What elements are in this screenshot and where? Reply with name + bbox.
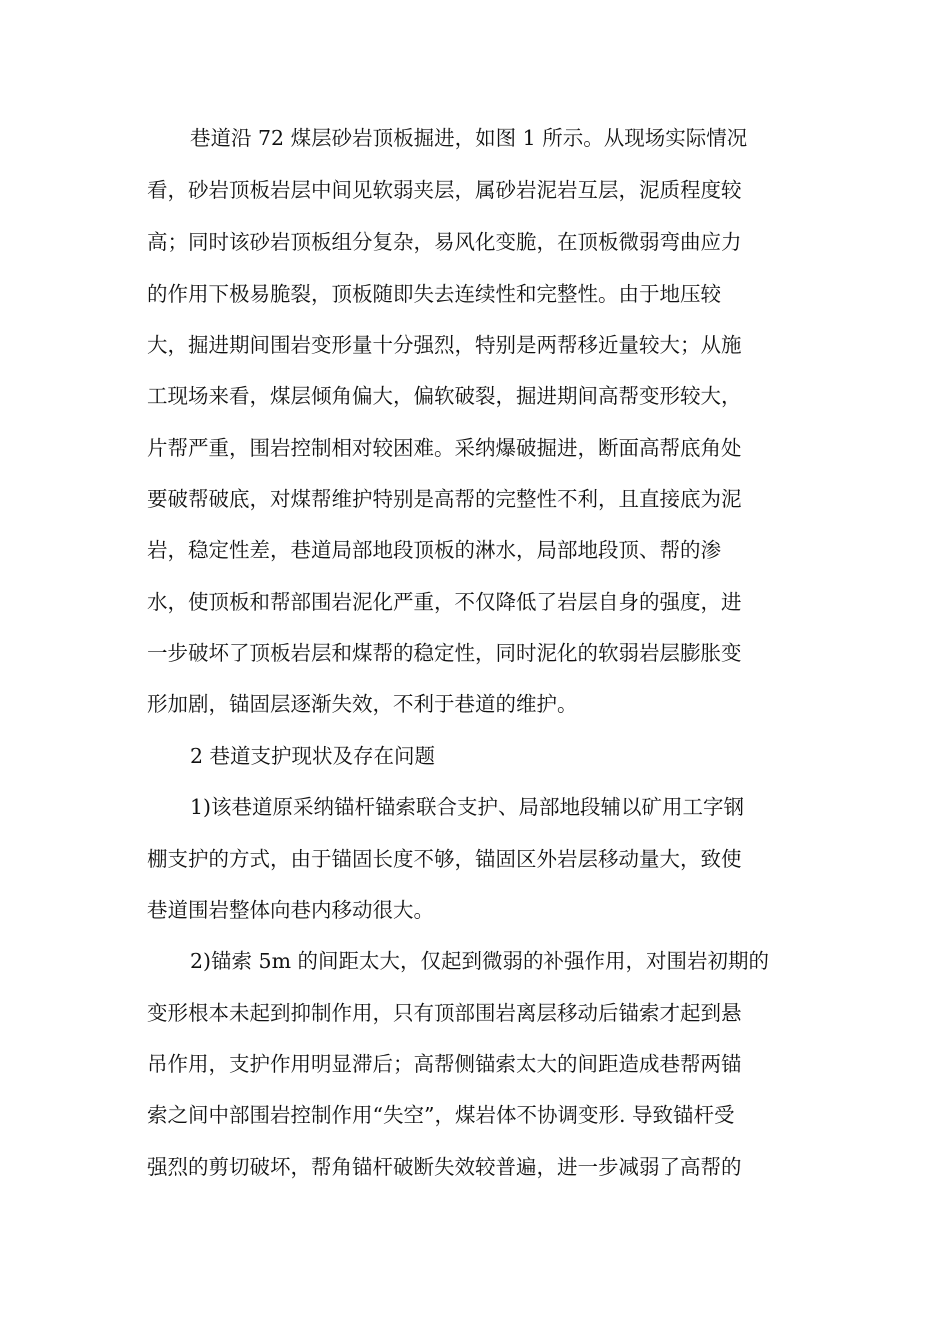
paragraph-line-7: 片帮严重，围岩控制相对较困难。采纳爆破掘进，断面高帮底角处 [147, 436, 742, 460]
list-item-2-line-5: 强烈的剪切破坏，帮角锚杆破断失效较普遍，进一步减弱了高帮的 [147, 1155, 742, 1179]
paragraph-line-6: 工现场来看，煤层倾角偏大，偏软破裂，掘进期间高帮变形较大， [147, 384, 742, 408]
list-item-1-line-3: 巷道围岩整体向巷内移动很大。 [147, 898, 434, 922]
list-item-2-line-1: 2)锚索 5m 的间距太大，仅起到微弱的补强作用，对围岩初期的 [190, 949, 770, 973]
paragraph-line-4: 的作用下极易脆裂，顶板随即失去连续性和完整性。由于地压较 [147, 282, 721, 306]
paragraph-line-5: 大，掘进期间围岩变形量十分强烈，特别是两帮移近量较大；从施 [147, 333, 742, 357]
paragraph-line-10: 水，使顶板和帮部围岩泥化严重，不仅降低了岩层自身的强度，进 [147, 590, 742, 614]
section-heading: 2 巷道支护现状及存在问题 [190, 744, 436, 768]
list-item-2-line-2: 变形根本未起到抑制作用，只有顶部围岩离层移动后锚索才起到悬 [147, 1001, 742, 1025]
paragraph-line-3: 高；同时该砂岩顶板组分复杂，易风化变脆，在顶板微弱弯曲应力 [147, 230, 742, 254]
paragraph-line-11: 一步破坏了顶板岩层和煤帮的稳定性，同时泥化的软弱岩层膨胀变 [147, 641, 742, 665]
list-item-2-line-4: 索之间中部围岩控制作用“失空”，煤岩体不协调变形. 导致锚杆受 [147, 1103, 735, 1127]
paragraph-line-1: 巷道沿 72 煤层砂岩顶板掘进，如图 1 所示。从现场实际情况 [190, 126, 748, 150]
paragraph-line-12: 形加剧，锚固层逐渐失效，不利于巷道的维护。 [147, 692, 578, 716]
paragraph-line-2: 看，砂岩顶板岩层中间见软弱夹层，属砂岩泥岩互层，泥质程度较 [147, 178, 742, 202]
paragraph-line-8: 要破帮破底，对煤帮维护特别是高帮的完整性不利，且直接底为泥 [147, 487, 742, 511]
list-item-1-line-1: 1)该巷道原采纳锚杆锚索联合支护、局部地段辅以矿用工字钢 [190, 795, 745, 819]
list-item-2-line-3: 吊作用，支护作用明显滞后；高帮侧锚索太大的间距造成巷帮两锚 [147, 1052, 742, 1076]
list-item-1-line-2: 棚支护的方式，由于锚固长度不够，锚固区外岩层移动量大，致使 [147, 847, 742, 871]
paragraph-line-9: 岩，稳定性差，巷道局部地段顶板的淋水，局部地段顶、帮的渗 [147, 538, 721, 562]
